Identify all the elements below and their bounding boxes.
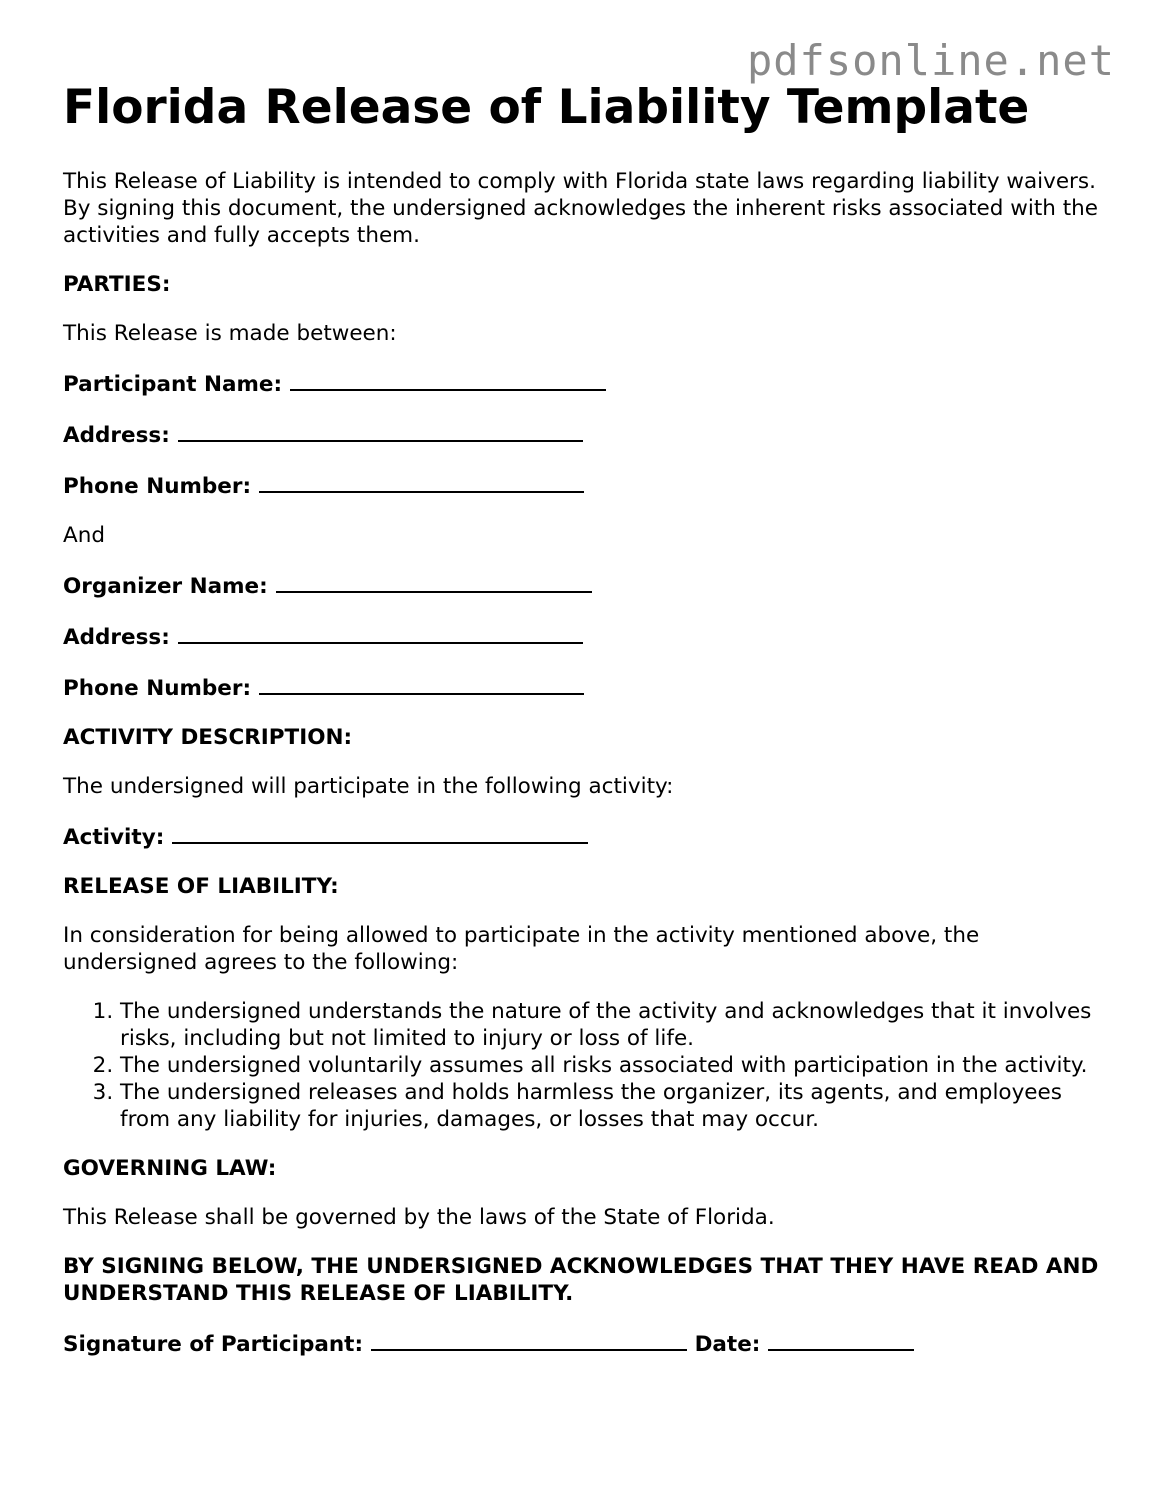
list-item: 3. The undersigned releases and holds harmless the organizer, its agents, and employees from any liability for injuries, damages, or losses that may occur. [120, 1079, 1103, 1133]
participant-name-label: Participant Name: [63, 372, 283, 397]
date-label: Date: [694, 1332, 761, 1357]
organizer-address-blank[interactable] [178, 622, 583, 644]
participant-phone-blank[interactable] [259, 471, 584, 493]
organizer-address-label: Address: [63, 625, 170, 650]
watermark: pdfsonline.net [746, 36, 1115, 85]
signature-line [63, 1329, 1103, 1358]
activity-label: Activity: [63, 825, 165, 850]
organizer-phone-label: Phone Number: [63, 676, 252, 701]
organizer-name-label: Organizer Name: [63, 574, 268, 599]
organizer-phone-blank[interactable] [259, 673, 584, 695]
parties-lead: This Release is made between: [63, 321, 397, 346]
date-blank[interactable] [768, 1329, 914, 1351]
parties-heading: PARTIES: [63, 272, 171, 297]
participant-address-label: Address: [63, 423, 170, 448]
and-text: And [63, 523, 105, 548]
organizer-address-field [63, 622, 1103, 651]
activity-blank[interactable] [172, 822, 588, 844]
organizer-name-blank[interactable] [276, 571, 592, 593]
activity-lead: The undersigned will participate in the following activity: [63, 774, 674, 799]
page-title: Florida Release of Liability Template [63, 80, 1030, 135]
document [63, 78, 1103, 1358]
list-item: 1. The undersigned understands the nature of the activity and acknowledges that it involves risks, including but not limited to injury or loss of life. [120, 998, 1103, 1052]
participant-name-blank[interactable] [290, 369, 606, 391]
participant-address-field [63, 420, 1103, 449]
governing-law-text: This Release shall be governed by the laws of the State of Florida. [63, 1205, 775, 1230]
participant-phone-field [63, 471, 1103, 500]
participant-address-blank[interactable] [178, 420, 583, 442]
activity-heading: ACTIVITY DESCRIPTION: [63, 725, 353, 750]
signature-label: Signature of Participant: [63, 1332, 364, 1357]
release-lead: In consideration for being allowed to participate in the activity mentioned above, the undersigned agrees to the following: [63, 923, 980, 975]
release-terms-list [63, 998, 1103, 1133]
activity-field [63, 822, 1103, 851]
signature-blank[interactable] [371, 1329, 687, 1351]
participant-name-field [63, 369, 1103, 398]
governing-law-heading: GOVERNING LAW: [63, 1156, 277, 1181]
release-heading: RELEASE OF LIABILITY: [63, 874, 339, 899]
acknowledgment-text: BY SIGNING BELOW, THE UNDERSIGNED ACKNOWLEDGES THAT THEY HAVE READ AND UNDERSTAND THIS RELEASE OF LIABILITY. [63, 1254, 1099, 1306]
participant-phone-label: Phone Number: [63, 474, 252, 499]
list-item: 2. The undersigned voluntarily assumes all risks associated with participation in the activity. [120, 1052, 1103, 1079]
organizer-phone-field [63, 673, 1103, 702]
intro-paragraph: This Release of Liability is intended to comply with Florida state laws regarding liability waivers. By signing this document, the undersigned acknowledges the inherent risks associated with the activities and fully accepts them. [63, 169, 1098, 248]
organizer-name-field [63, 571, 1103, 600]
